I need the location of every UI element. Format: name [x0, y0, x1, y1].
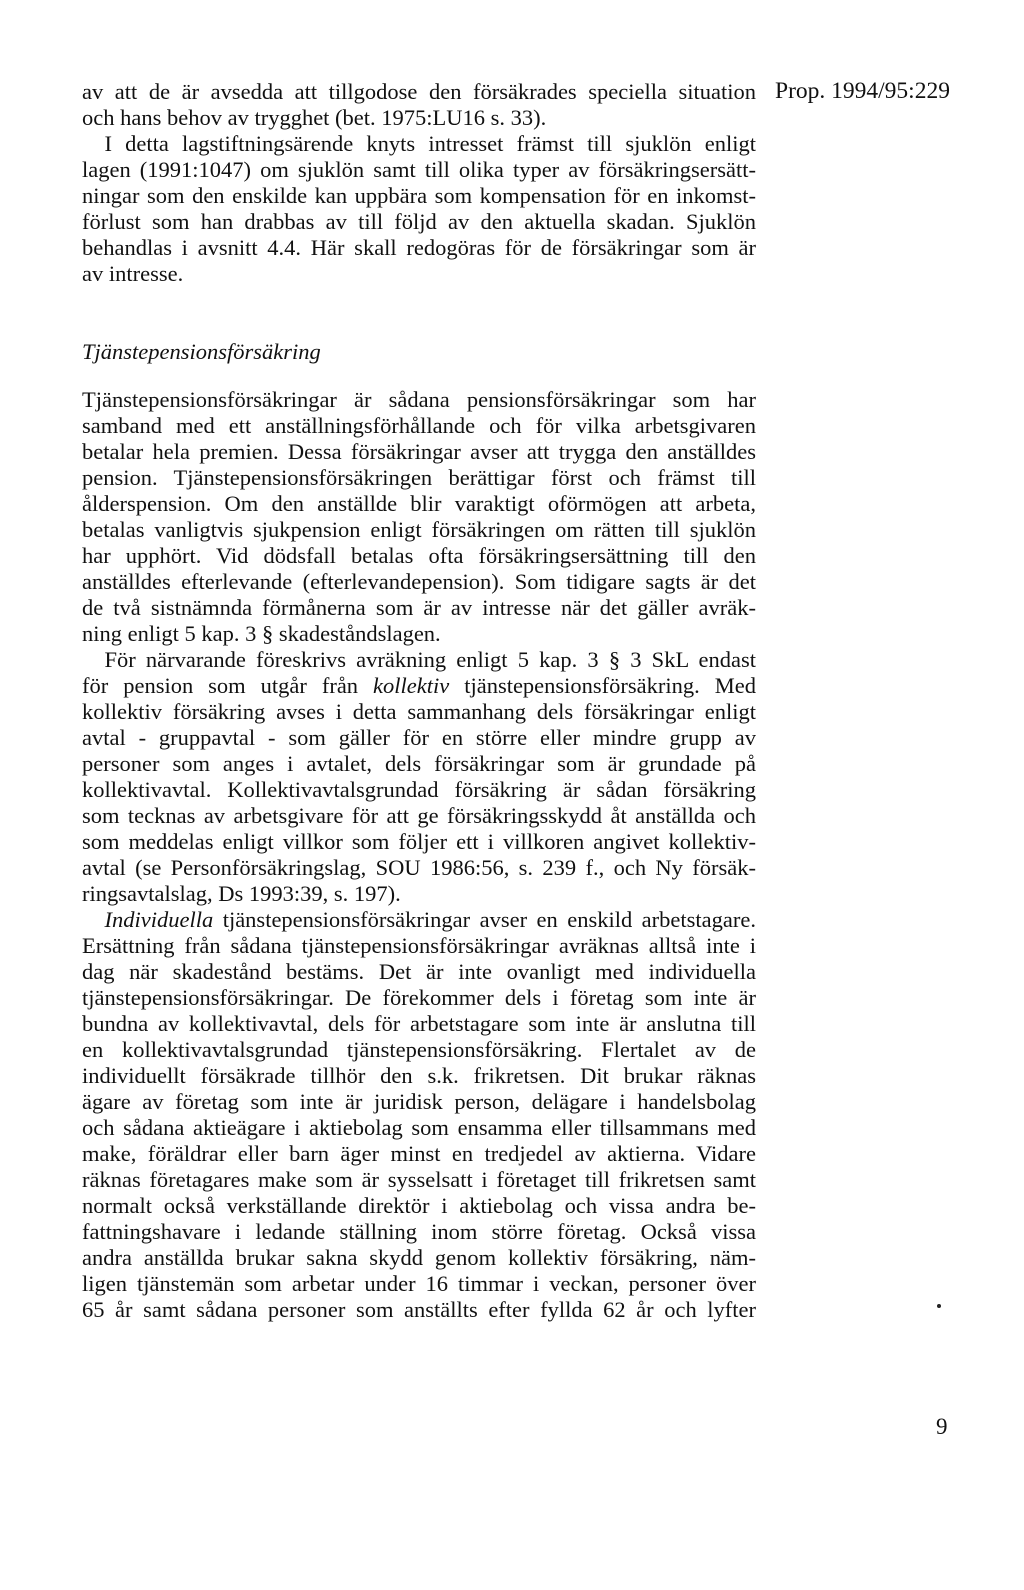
- text-line: anställdes efterlevande (efterlevandepension). Som tidigare sagts är det: [82, 569, 756, 594]
- text-line: För närvarande föreskrivs avräkning enligt 5 kap. 3 § 3 SkL endast: [82, 647, 756, 672]
- section-paragraphs: [82, 387, 756, 1323]
- text-line: betalar hela premien. Dessa försäkringar avser att trygga den anställdes: [82, 439, 756, 464]
- text-line: personer som anges i avtalet, dels försäkringar som är grundade på: [82, 751, 756, 776]
- text-line: har upphört. Vid dödsfall betalas ofta försäkringsersättning till den: [82, 543, 756, 568]
- text-line: de två sistnämnda förmånerna som är av intresse när det gäller avräk-: [82, 595, 756, 620]
- text-line: av intresse.: [82, 261, 184, 286]
- text-line: andra anställda brukar sakna skydd genom kollektiv försäkring, näm-: [82, 1245, 756, 1270]
- text-line: ningar som den enskilde kan uppbära som kompensation för en inkomst-: [82, 183, 756, 208]
- text-line: fattningshavare i ledande ställning inom större företag. Också vissa: [82, 1219, 756, 1244]
- text-line: individuellt försäkrade tillhör den s.k. frikretsen. Dit brukar räknas: [82, 1063, 756, 1088]
- text-line: kollektivavtal. Kollektivavtalsgrundad försäkring är sådan försäkring: [82, 777, 756, 802]
- text-line: ägare av företag som inte är juridisk person, delägare i handelsbolag: [82, 1089, 756, 1114]
- intro-paragraphs: [82, 79, 756, 287]
- text-line: Ersättning från sådana tjänstepensionsförsäkringar avräknas alltså inte i: [82, 933, 756, 958]
- body-text-column: [82, 79, 756, 1323]
- text-line: ålderspension. Om den anställde blir varaktigt oförmögen att arbeta,: [82, 491, 756, 516]
- margin-speck: [937, 1304, 941, 1308]
- text-line: kollektiv försäkring avses i detta sammanhang dels försäkringar enligt: [82, 699, 756, 724]
- page-number: 9: [936, 1414, 948, 1439]
- text-line: dag när skadestånd bestäms. Det är inte ovanligt med individuella: [82, 959, 756, 984]
- text-line: räknas företagares make som är sysselsatt i företaget till frikretsen samt: [82, 1167, 756, 1192]
- text-line: Individuella tjänstepensionsförsäkringar avser en enskild arbetstagare.: [104, 907, 756, 932]
- text-line: och sådana aktieägare i aktiebolag som ensamma eller tillsammans med: [82, 1115, 756, 1140]
- text-line: och hans behov av trygghet (bet. 1975:LU16 s. 33).: [82, 105, 547, 130]
- text-line: som tecknas av arbetsgivare för att ge försäkringsskydd åt anställda och: [82, 803, 756, 828]
- text-line: ringsavtalslag, Ds 1993:39, s. 197).: [82, 881, 401, 906]
- text-line: behandlas i avsnitt 4.4. Här skall redogöras för de försäkringar som är: [82, 235, 756, 260]
- text-line: lagen (1991:1047) om sjuklön samt till olika typer av försäkringsersätt-: [82, 157, 756, 182]
- text-line: 65 år samt sådana personer som anställts efter fyllda 62 år och lyfter: [82, 1297, 756, 1322]
- text-line: betalas vanligtvis sjukpension enligt försäkringen om rätten till sjuklön: [82, 517, 756, 542]
- text-line: av att de är avsedda att tillgodose den försäkrades speciella situation: [82, 79, 756, 104]
- text-line: avtal (se Personförsäkringslag, SOU 1986:56, s. 239 f., och Ny försäk-: [82, 855, 756, 880]
- text-line: bundna av kollektivavtal, dels för arbetstagare som inte är anslutna till: [82, 1011, 756, 1036]
- text-line: pension. Tjänstepensionsförsäkringen berättigar först och främst till: [82, 465, 756, 490]
- text-line: för pension som utgår från kollektiv tjänstepensionsförsäkring. Med: [82, 673, 756, 698]
- text-line: I detta lagstiftningsärende knyts intresset främst till sjuklön enligt: [82, 131, 756, 156]
- text-line: samband med ett anställningsförhållande och för vilka arbetsgivaren: [82, 413, 756, 438]
- text-line: normalt också verkställande direktör i aktiebolag och vissa andra be-: [82, 1193, 756, 1218]
- section-heading: Tjänstepensionsförsäkring: [82, 339, 321, 364]
- text-line: Tjänstepensionsförsäkringar är sådana pensionsförsäkringar som har: [82, 387, 756, 412]
- proposition-reference: Prop. 1994/95:229: [775, 78, 950, 104]
- text-line: tjänstepensionsförsäkringar. De förekommer dels i företag som inte är: [82, 985, 756, 1010]
- text-line: ligen tjänstemän som arbetar under 16 timmar i veckan, personer över: [82, 1271, 756, 1296]
- text-line: avtal - gruppavtal - som gäller för en större eller mindre grupp av: [82, 725, 756, 750]
- text-line: som meddelas enligt villkor som följer ett i villkoren angivet kollektiv-: [82, 829, 756, 854]
- text-line: förlust som han drabbas av till följd av den aktuella skadan. Sjuklön: [82, 209, 756, 234]
- text-line: ning enligt 5 kap. 3 § skadeståndslagen.: [82, 621, 441, 646]
- text-line: make, föräldrar eller barn äger minst en tredjedel av aktierna. Vidare: [82, 1141, 756, 1166]
- text-line: en kollektivavtalsgrundad tjänstepensionsförsäkring. Flertalet av de: [82, 1037, 756, 1062]
